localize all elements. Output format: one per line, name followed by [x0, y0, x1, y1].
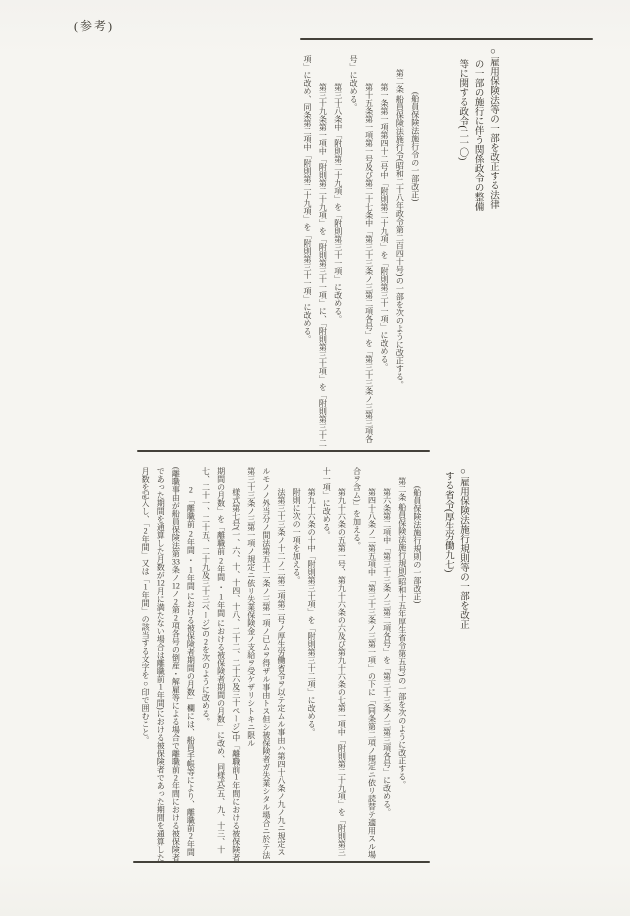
entry-title-line: ○雇用保険法施行規則等の一部を改正: [458, 467, 468, 629]
ordinance-entry-shorei: [94, 461, 470, 862]
amendment-paragraph: 第六条第二項中「第三十三条ノ三第二項各号」を「第三十三条ノ三第三項各号」に改める。: [382, 488, 392, 816]
ordinance-entry-seirei: [302, 47, 500, 453]
amendment-paragraph: 第九十六条の五第一号、第九十六条の六及び第九十六条の七第一項中「附則第二十九項」を「附則第三十一項」に改める。: [322, 467, 347, 856]
article-paragraph: 第二条 船員保険法施行令(昭和二十八年政令第二百四十号)の一部を次のように改正する。: [395, 69, 405, 389]
section-heading: (船員保険法施行令の一部改正): [410, 92, 420, 202]
article-paragraph: 第二条 船員保険法施行規則(昭和十五年厚生省令第五号)の一部を次のように改正する。: [397, 477, 407, 789]
amendment-paragraph: 第九十六条の十中「附則第三十項」を「附則第三十二項」に改める。: [307, 488, 317, 736]
amendment-paragraph: 第三十九条第一項中「附則第二十九項」を「附則第三十一項」に、「附則第三十項」を「附則第三十二項」に改め、同条第二項中「附則第二十九項」を「附則第三十一項」に改める。: [302, 55, 328, 447]
entry-title-line: する省令(厚生労働九七): [442, 471, 453, 573]
entry-title-line: の一部の施行に伴う関係政令の整備: [472, 59, 483, 211]
amendment-paragraph: 第四十八条ノ二第五項中「第三十三条ノ三第一項」の下に「(同条第二項ノ規定ニ依リ読替テ適用スル場合ヲ含ム)」を加える。: [352, 467, 377, 859]
separator-rule-top: [300, 38, 593, 40]
amendment-paragraph: 様式第七号(一、六、十、十四、十八、二十二、二十六及三十ページ)中「離職前1年間における被保険者期間の月数」を「離職前 2年間 ・ 1年間 における被保険者期間の月数」に改め、同様式(五、九、十三、十七、二十一、二十五、二十九及三十三ページ)の2を次のように改める。: [201, 467, 241, 862]
reference-note: (参考): [74, 19, 114, 33]
amendment-paragraph: 附則に次の一項を加える。: [292, 488, 302, 584]
form-instruction-item: 2 「離職前 2年間 ・ 1年間 における被保険者期間の月数」欄には、船員手帳等により、離職前2年間(離職事由が船員保険法第33条ノ12ノ2第2項各号の倒産・解雇等による場合で離職前2年間における被保険者であった期間を通算した月数が12月に満たない場合は離職前1年間)における被保険者であった期間を通算した月数を記入し、「2年間」又は「1年間」の該当する文字を○印で囲むこと。: [141, 467, 196, 862]
entry-title-line: 等に関する政令(二一〇): [457, 59, 468, 161]
amendment-paragraph: 第三十八条中「附則第二十九項」を「附則第三十一項」に改める。: [333, 83, 343, 323]
section-heading: (船員保険法施行規則の一部改正): [412, 486, 422, 604]
amendment-paragraph: 第十五条第一項第一号及び第二十七条中「第三十三条ノ三第二項各号」を「第三十三条ノ三第三項各号」に改める。: [349, 55, 374, 443]
added-provision-text: 法第三十三条ノ十二ノ二第二項第二号ノ厚生労働省令ヲ以テ定ムル事由ハ第四十八条ノ九ノ九ニ規定スルモノノ外当分ノ間法第五十二条ノ三第一項ノ已ムヲ得ザル事由トス但シ被保険者ガ失業シタル場合ニ於テ法第三十三条ノ三第一項ノ規定ニ依リ失業保険金ノ支給ヲ受ケザリシトキニ限ル: [246, 467, 286, 859]
entry-title-line: ○雇用保険法等の一部を改正する法律: [488, 47, 498, 209]
amendment-paragraph: 第一条第一項第四十二号中「附則第二十九項」を「附則第三十一項」に改める。: [379, 83, 389, 371]
